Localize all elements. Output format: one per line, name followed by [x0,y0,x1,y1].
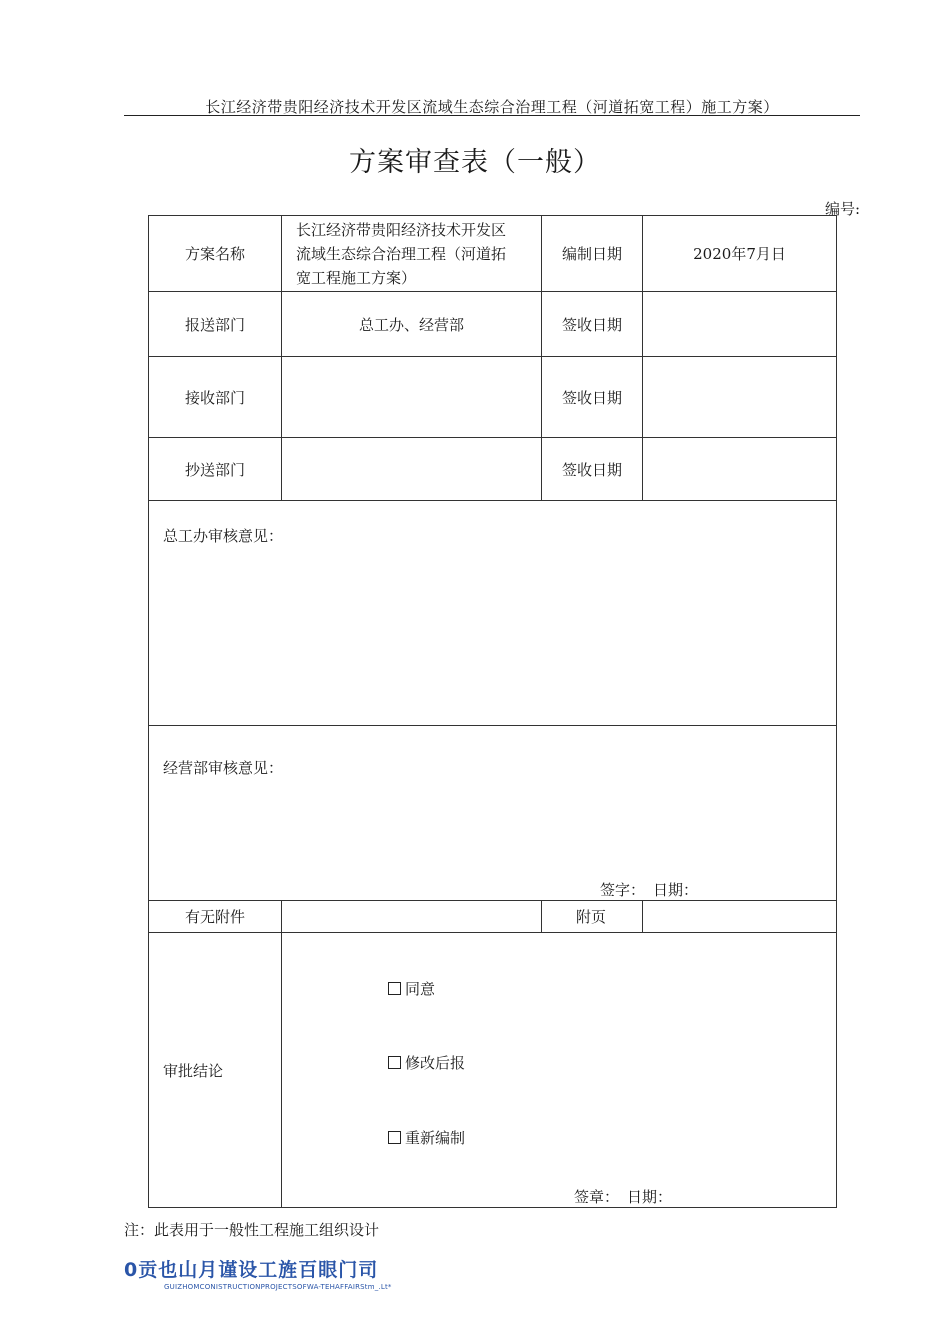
business-dept-opinion-label: 经营部审核意见： [163,759,284,777]
footnote: 注：此表用于一般性工程施工组织设计 [124,1221,380,1239]
option-recompile[interactable] [388,1127,465,1148]
recompile-checkbox[interactable] [388,1131,401,1144]
chief-office-opinion-row [149,501,837,726]
review-form-table [148,215,837,1208]
receive-dept-row [149,357,837,438]
cc-sign-date-value[interactable] [643,438,837,501]
approval-seal-line [574,1186,680,1207]
page-title: 方案审查表（一般） [349,147,601,178]
plan-name-line-3: 宽工程施工方案） [296,268,417,287]
chief-office-opinion-label: 总工办审核意见： [163,527,284,545]
plan-name-row [149,216,837,292]
header-project-title: 长江经济带贵阳经济技术开发区流域生态综合治理工程（河道拓宽工程）施工方案） [205,98,779,116]
header-divider [124,115,860,116]
number-label: 编号: [824,200,860,218]
attachment-label: 有无附件 [149,901,282,933]
receive-sign-date-value[interactable] [643,357,837,438]
pages-value[interactable] [643,901,837,933]
approval-seal-label: 签章： [574,1188,620,1206]
receive-dept-value[interactable] [282,357,542,438]
company-logo-subtext: GUIZHOMCONISTRUCTIONPROJECTSOFWA-TEHAFFAIRStm_.Lt* [164,1283,392,1291]
cc-dept-value[interactable] [282,438,542,501]
business-dept-sign-line [600,879,706,900]
attachment-row [149,901,837,933]
receive-sign-date-label: 签收日期 [542,357,643,438]
chief-office-opinion-area[interactable] [149,501,837,726]
submit-sign-date-label: 签收日期 [542,292,643,357]
submit-sign-date-value[interactable] [643,292,837,357]
plan-name-line-2: 流域生态综合治理工程（河道拓 [296,244,507,263]
cc-dept-label: 抄送部门 [149,438,282,501]
company-logo-text: 0贡也山月谨设工旌百眼门司 [124,1259,379,1281]
approval-date-label: 日期： [627,1188,673,1206]
business-dept-date-label: 日期： [653,881,699,899]
business-dept-sign-label: 签字： [600,881,646,899]
option-revise-resubmit[interactable] [388,1052,465,1073]
cc-sign-date-label: 签收日期 [542,438,643,501]
option-agree-label: 同意 [405,980,436,998]
compile-date-value[interactable]: 2020年7月日 [643,216,837,292]
compile-date-label: 编制日期 [542,216,643,292]
attachment-value[interactable] [282,901,542,933]
pages-label: 附页 [542,901,643,933]
business-dept-opinion-area[interactable] [149,726,837,901]
revise-resubmit-checkbox[interactable] [388,1056,401,1069]
submit-dept-label: 报送部门 [149,292,282,357]
plan-name-line-1: 长江经济带贵阳经济技术开发区 [296,220,507,239]
plan-name-label: 方案名称 [149,216,282,292]
cc-dept-row [149,438,837,501]
approval-row [149,933,837,1208]
submit-dept-row [149,292,837,357]
business-dept-opinion-row [149,726,837,901]
receive-dept-label: 接收部门 [149,357,282,438]
submit-dept-value[interactable]: 总工办、经营部 [282,292,542,357]
approval-area [282,933,837,1208]
plan-name-value[interactable] [282,216,542,292]
option-revise-resubmit-label: 修改后报 [405,1054,466,1072]
option-agree[interactable] [388,978,435,999]
agree-checkbox[interactable] [388,982,401,995]
approval-label: 审批结论 [149,933,282,1208]
option-recompile-label: 重新编制 [405,1129,466,1147]
